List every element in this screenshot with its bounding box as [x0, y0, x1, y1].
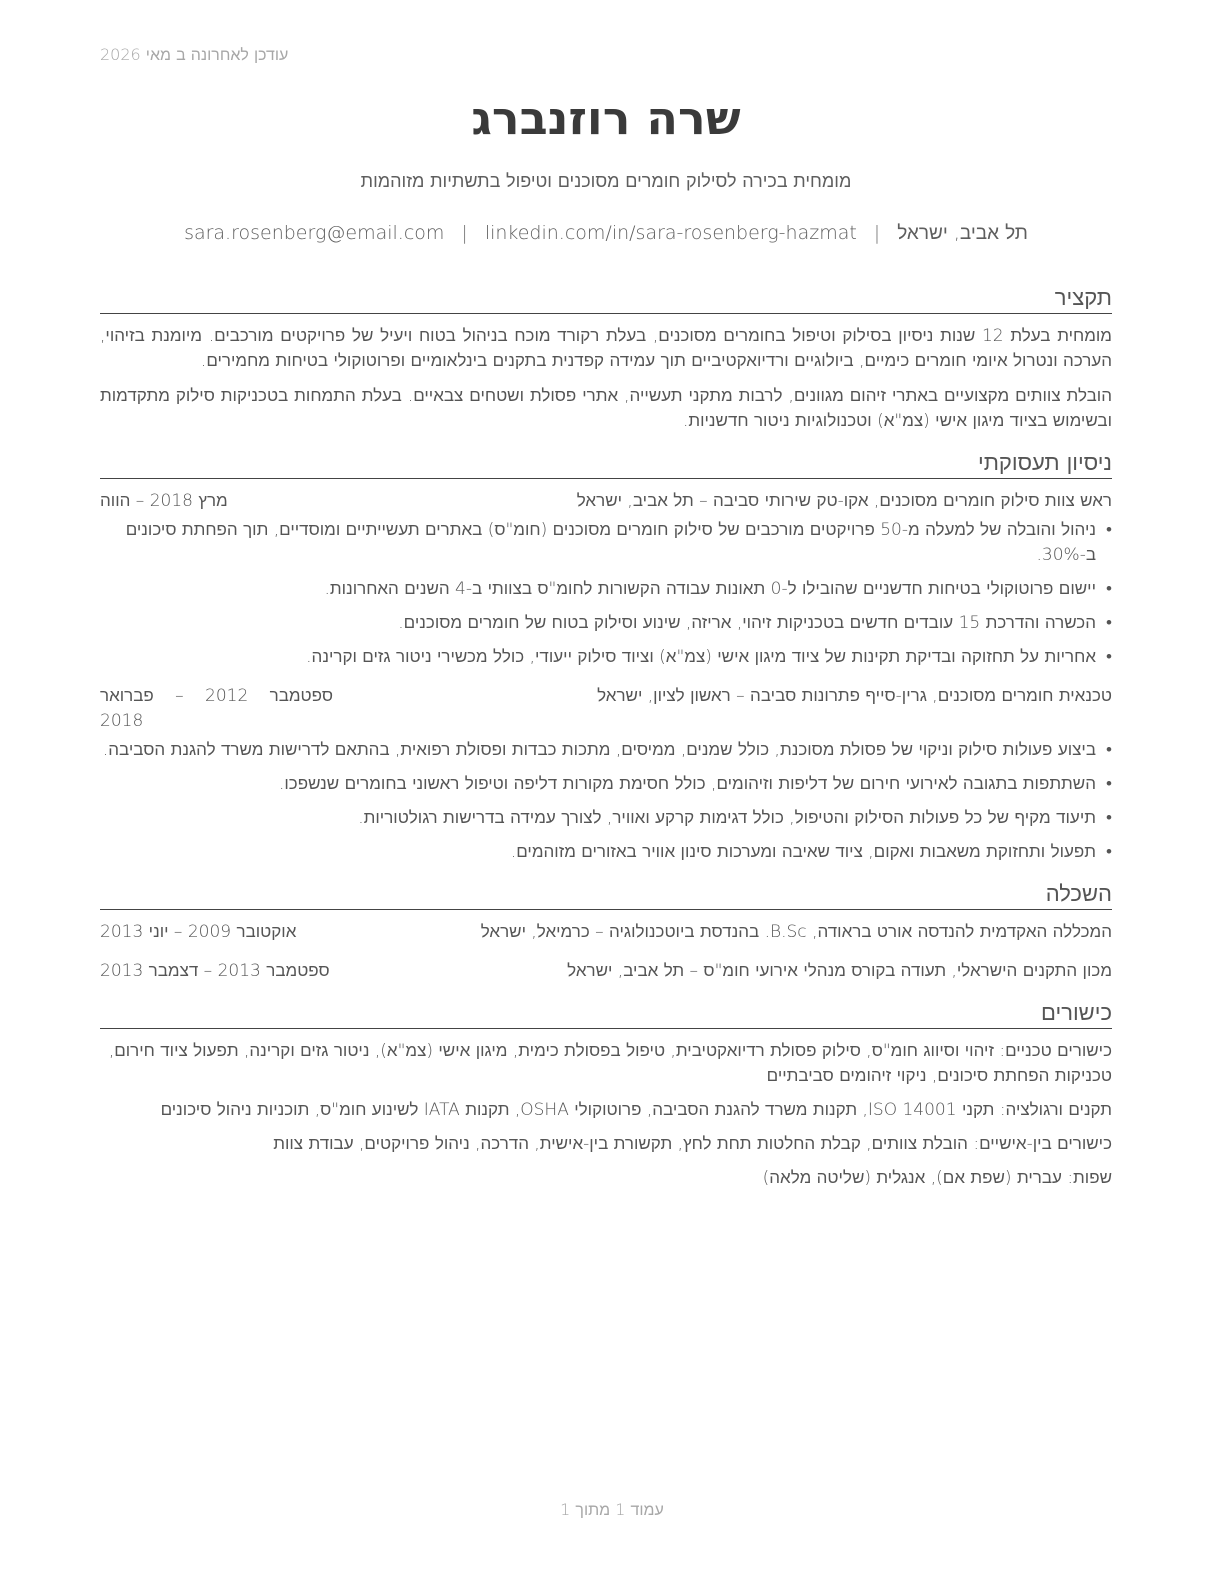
job-header [100, 684, 1112, 734]
candidate-name: שרה רוזנברג [471, 91, 741, 145]
job-title: ראש צוות סילוק חומרים מסוכנים, אקו-טק שירותי סביבה – תל אביב, ישראל [576, 491, 1112, 511]
job-header [100, 489, 1112, 514]
section-title-skills: כישורים [100, 1000, 1112, 1029]
job-bullet: • השתתפות בתגובה לאירועי חירום של דליפות וזיהומים, כולל חסימת מקורות דליפה וטיפול ראשוני בחומרים שנשפכו. [100, 772, 1112, 797]
job-bullet: • אחריות על תחזוקה ובדיקת תקינות של ציוד מיגון אישי (צמ"א) וציוד סילוק ייעודי, כולל מכשירי ניטור גזים וקרינה. [100, 645, 1112, 670]
section-title-summary: תקציר [100, 285, 1112, 314]
candidate-headline: מומחית בכירה לסילוק חומרים מסוכנים וטיפול בתשתיות מזוהמות [360, 171, 852, 192]
education-title: המכללה האקדמית להנדסה אורט בראודה, B.Sc. בהנדסת ביוטכנולוגיה – כרמיאל, ישראל [480, 922, 1112, 942]
job-bullet: • יישום פרוטוקולי בטיחות חדשניים שהובילו ל-0 תאונות עבודה הקשורות לחומ"ס בצוותי ב-4 השנים האחרונות. [100, 577, 1112, 602]
section-title-experience: ניסיון תעסוקתי [100, 450, 1112, 479]
skills-line: שפות: עברית (שפת אם), אנגלית (שליטה מלאה) [762, 1168, 1112, 1188]
job-entry [100, 489, 1112, 670]
linkedin-link[interactable]: linkedin.com/in/sara-rosenberg-hazmat [484, 222, 857, 244]
job-bullet: • תפעול ותחזוקת משאבות ואקום, ציוד שאיבה ומערכות סינון אוויר באזורים מזוהמים. [100, 840, 1112, 865]
skills-line: תקנים ורגולציה: תקני ISO 14001, תקנות משרד להגנת הסביבה, פרוטוקולי OSHA, תקנות IATA לשינוע חומ"ס, תוכניות ניהול סיכונים [160, 1100, 1112, 1120]
job-bullets [100, 738, 1112, 865]
page-number: עמוד 1 מתוך 1 [560, 1500, 664, 1519]
location-text: תל אביב, ישראל [897, 222, 1028, 244]
job-title: טכנאית חומרים מסוכנים, גרין-סייף פתרונות סביבה – ראשון לציון, ישראל [597, 686, 1112, 706]
contact-separator: | [461, 222, 468, 244]
education-header [100, 920, 1112, 945]
job-entry [100, 684, 1112, 865]
email-link[interactable]: sara.rosenberg@email.com [184, 222, 445, 244]
job-dates: ספטמבר 2012 – פברואר 2018 [100, 686, 333, 731]
skills-line: כישורים בין-אישיים: הובלת צוותים, קבלת החלטות תחת לחץ, תקשורת בין-אישית, הדרכה, ניהול פרויקטים, עבודת צוות [273, 1134, 1112, 1154]
contact-line [100, 220, 1112, 247]
job-bullet: • ניהול והובלה של למעלה מ-50 פרויקטים מורכבים של סילוק חומרים מסוכנים (חומ"ס) באתרים תעשייתיים ומוסדיים, תוך הפחתת סיכונים ב-30%. [100, 518, 1112, 568]
job-bullet: • ביצוע פעולות סילוק וניקוי של פסולת מסוכנת, כולל שמנים, ממיסים, מתכות כבדות ופסולת רפואית, בהתאם לדרישות משרד להגנת הסביבה. [100, 738, 1112, 763]
resume-page [100, 85, 1112, 1200]
job-bullets [100, 518, 1112, 670]
education-title: מכון התקנים הישראלי, תעודה בקורס מנהלי אירועי חומ"ס – תל אביב, ישראל [567, 961, 1112, 981]
summary-paragraph: הובלת צוותים מקצועיים באתרי זיהום מגוונים, לרבות מתקני תעשייה, אתרי פסולת ושטחים צבאיים. בעלת התמחות בטכניקות סילוק מתקדמות ובשימוש בציוד מיגון אישי (צמ"א) וטכנולוגיות ניטור חדשניות. [100, 386, 1112, 431]
section-title-education: השכלה [100, 881, 1112, 910]
skills-line: כישורים טכניים: זיהוי וסיווג חומ"ס, סילוק פסולת רדיואקטיבית, טיפול בפסולת כימית, מיגון אישי (צמ"א), ניטור גזים וקרינה, תפעול ציוד חירום, טכניקות הפחתת סיכונים, ניקוי זיהומים סביבתיים [108, 1041, 1112, 1086]
education-header [100, 959, 1112, 984]
job-bullet: • הכשרה והדרכת 15 עובדים חדשים בטכניקות זיהוי, אריזה, שינוע וסילוק בטוח של חומרים מסוכנים. [100, 611, 1112, 636]
education-entry [100, 920, 1112, 945]
education-dates: אוקטובר 2009 – יוני 2013 [100, 922, 297, 942]
summary-paragraph: מומחית בעלת 12 שנות ניסיון בסילוק וטיפול בחומרים מסוכנים, בעלת רקורד מוכח בניהול בטוח ויעיל של פרויקטים מורכבים. מיומנת בזיהוי, הערכה ונטרול איומי חומרים כימיים, ביולוגיים ורדיואקטיביים תוך עמידה קפדנית בתקנים בינלאומיים ופרוטוקולי בטיחות מחמירים. [100, 326, 1112, 371]
last-updated-note: עודכן לאחרונה ב מאי 2026 [100, 45, 289, 64]
contact-separator: | [873, 222, 881, 244]
education-entry [100, 959, 1112, 984]
job-dates: מרץ 2018 – הווה [100, 491, 228, 511]
education-dates: ספטמבר 2013 – דצמבר 2013 [100, 961, 330, 981]
job-bullet: • תיעוד מקיף של כל פעולות הסילוק והטיפול, כולל דגימות קרקע ואוויר, לצורך עמידה בדרישות רגולטוריות. [100, 806, 1112, 831]
